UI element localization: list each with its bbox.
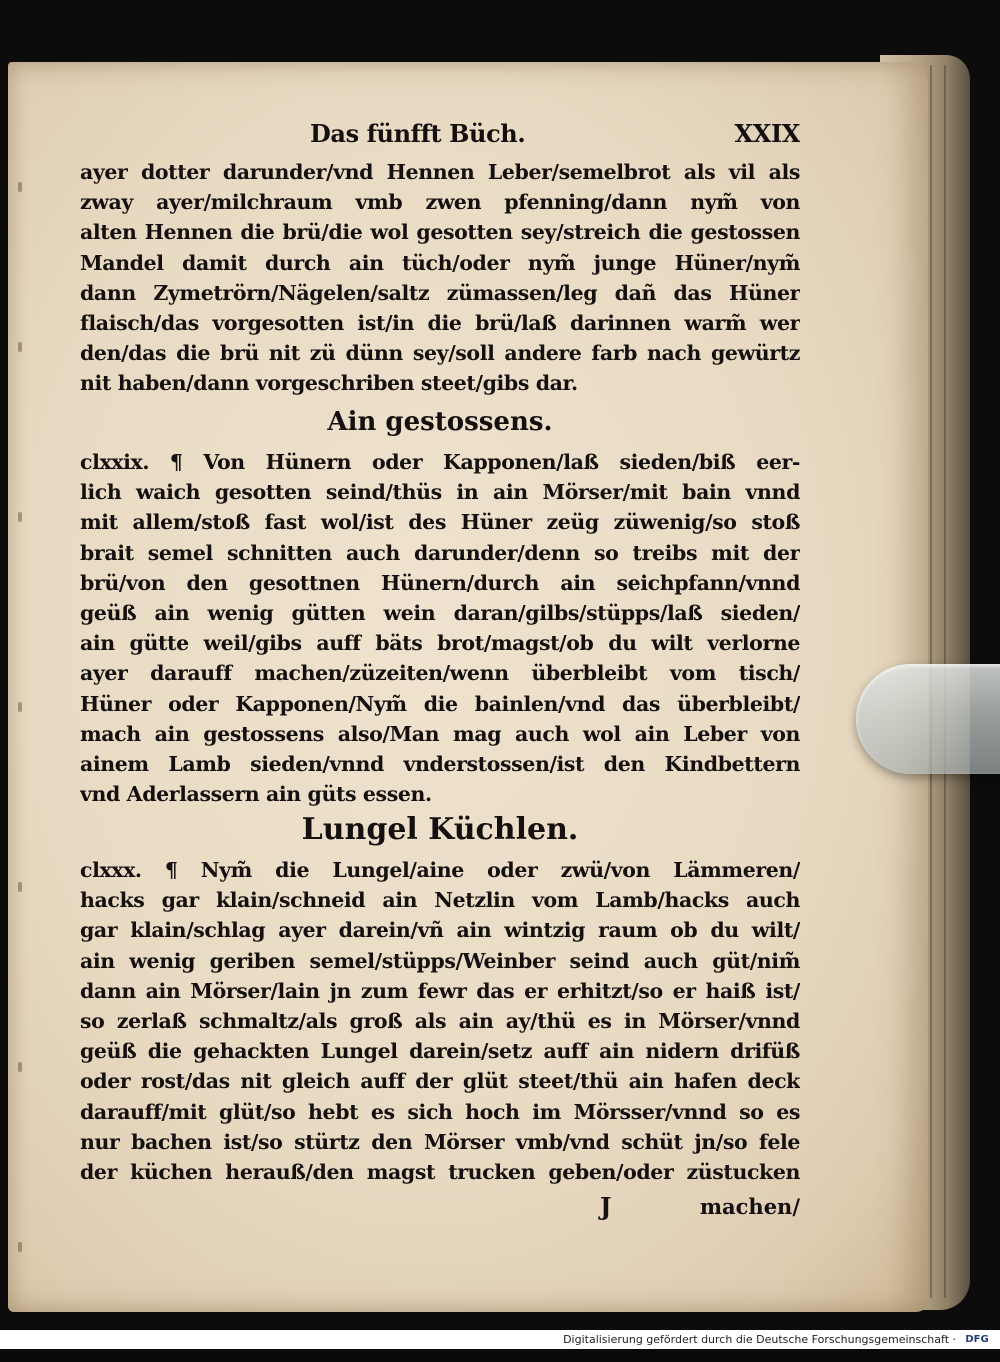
text-line: darauff/mit glüt/so hebt es sich hoch im Mörsser/vnnd so es — [80, 1099, 800, 1124]
section-heading: Lungel Küchlen. — [301, 812, 579, 847]
text-line: dann ain Mörser/lain jn zum fewr das er erhitzt/so er haiß ist/ — [80, 978, 800, 1003]
text-line: so zerlaß schmaltz/als groß als ain ay/thü es in Mörser/vnnd — [80, 1008, 800, 1033]
text-line: geüß die gehackten Lungel darein/setz auff ain nidern drifüß — [80, 1039, 800, 1064]
text-line: dann Zymetrörn/Nägelen/saltz zümassen/leg dañ das Hüner — [80, 280, 800, 305]
text-line: den/das die brü nit zü dünn sey/soll andere farb nach gewürtz — [80, 341, 800, 366]
text-line: ain gütte weil/gibs auff bäts brot/magst/ob du wilt verlorne — [80, 631, 800, 656]
text-line: Hüner oder Kapponen/Nym̃ die bainlen/vnd das überbleibt/ — [80, 691, 800, 716]
signature-mark: J — [600, 1192, 612, 1221]
text-line: clxxx. ¶ Nym̃ die Lungel/aine oder zwü/von Lämmeren/ — [80, 858, 800, 882]
text-line: zway ayer/milchraum vmb zwen pfenning/dann nym̃ von — [80, 190, 800, 215]
text-line: mach ain gestossens also/Man mag auch wol ain Leber von — [80, 721, 800, 746]
page-header — [80, 116, 800, 152]
text-line: ayer darauff machen/züzeiten/wenn überbleibt vom tisch/ — [80, 661, 800, 686]
glass-page-weight — [856, 664, 1000, 774]
text-block-3 — [80, 855, 800, 1187]
text-line: nur bachen ist/so stürtz den Mörser vmb/vnd schüt jn/so fele — [80, 1129, 800, 1154]
text-line: brait semel schnitten auch darunder/denn so treibs mit der — [80, 540, 800, 565]
folio-number: XXIX — [734, 119, 800, 148]
binding-holes — [18, 182, 24, 1362]
text-line: clxxix. ¶ Von Hünern oder Kapponen/laß sieden/biß eer- — [80, 450, 800, 474]
text-line: ayer dotter darunder/vnd Hennen Leber/semelbrot als vil als — [80, 160, 800, 184]
text-line: flaisch/das vorgesotten ist/in die brü/laß darinnen warm̃ wer — [80, 310, 800, 335]
text-line: ainem Lamb sieden/vnnd vnderstossen/ist den Kindbettern — [80, 751, 800, 776]
text-line: ain wenig geriben semel/stüpps/Weinber seind auch güt/nim̃ — [80, 948, 800, 973]
section-heading: Ain gestossens. — [327, 407, 553, 437]
text-block-2 — [80, 447, 800, 809]
text-line: gar klain/schlag ayer darein/vñ ain wintzig raum ob du wilt/ — [80, 918, 800, 943]
dfg-logo-icon: DFG — [965, 1334, 989, 1345]
text-block-1 — [80, 157, 800, 399]
text-line: nit haben/dann vorgeschriben steet/gibs dar. — [80, 371, 578, 396]
text-line: brü/von den gesottnen Hünern/durch ain seichpfann/vnnd — [80, 570, 800, 595]
text-line: mit allem/stoß fast wol/ist des Hüner zeüg züwenig/so stoß — [80, 510, 800, 535]
text-line: der küchen herauß/den magst trucken geben/oder züstucken — [80, 1159, 800, 1184]
footer-bar — [0, 1330, 1000, 1349]
text-line: Mandel damit durch ain tüch/oder nym̃ junge Hüner/nym̃ — [80, 250, 800, 275]
text-line: lich waich gesotten seind/thüs in ain Mörser/mit bain vnnd — [80, 480, 800, 505]
catchline — [80, 1190, 800, 1224]
text-line: vnd Aderlassern ain güts essen. — [80, 782, 432, 807]
text-line: alten Hennen die brü/die wol gesotten sey/streich die gestossen — [80, 220, 800, 245]
text-line: oder rost/das nit gleich auff der glüt steet/thü ain hafen deck — [80, 1069, 800, 1094]
running-title: Das fünfft Büch. — [310, 119, 526, 148]
text-line: geüß ain wenig gütten wein daran/gilbs/stüpps/laß sieden/ — [80, 600, 800, 625]
text-line: hacks gar klain/schneid ain Netzlin vom Lamb/hacks auch — [80, 888, 800, 913]
funding-credit: Digitalisierung gefördert durch die Deutsche Forschungsgemeinschaft · — [563, 1333, 956, 1346]
catchword: machen/ — [699, 1194, 800, 1219]
